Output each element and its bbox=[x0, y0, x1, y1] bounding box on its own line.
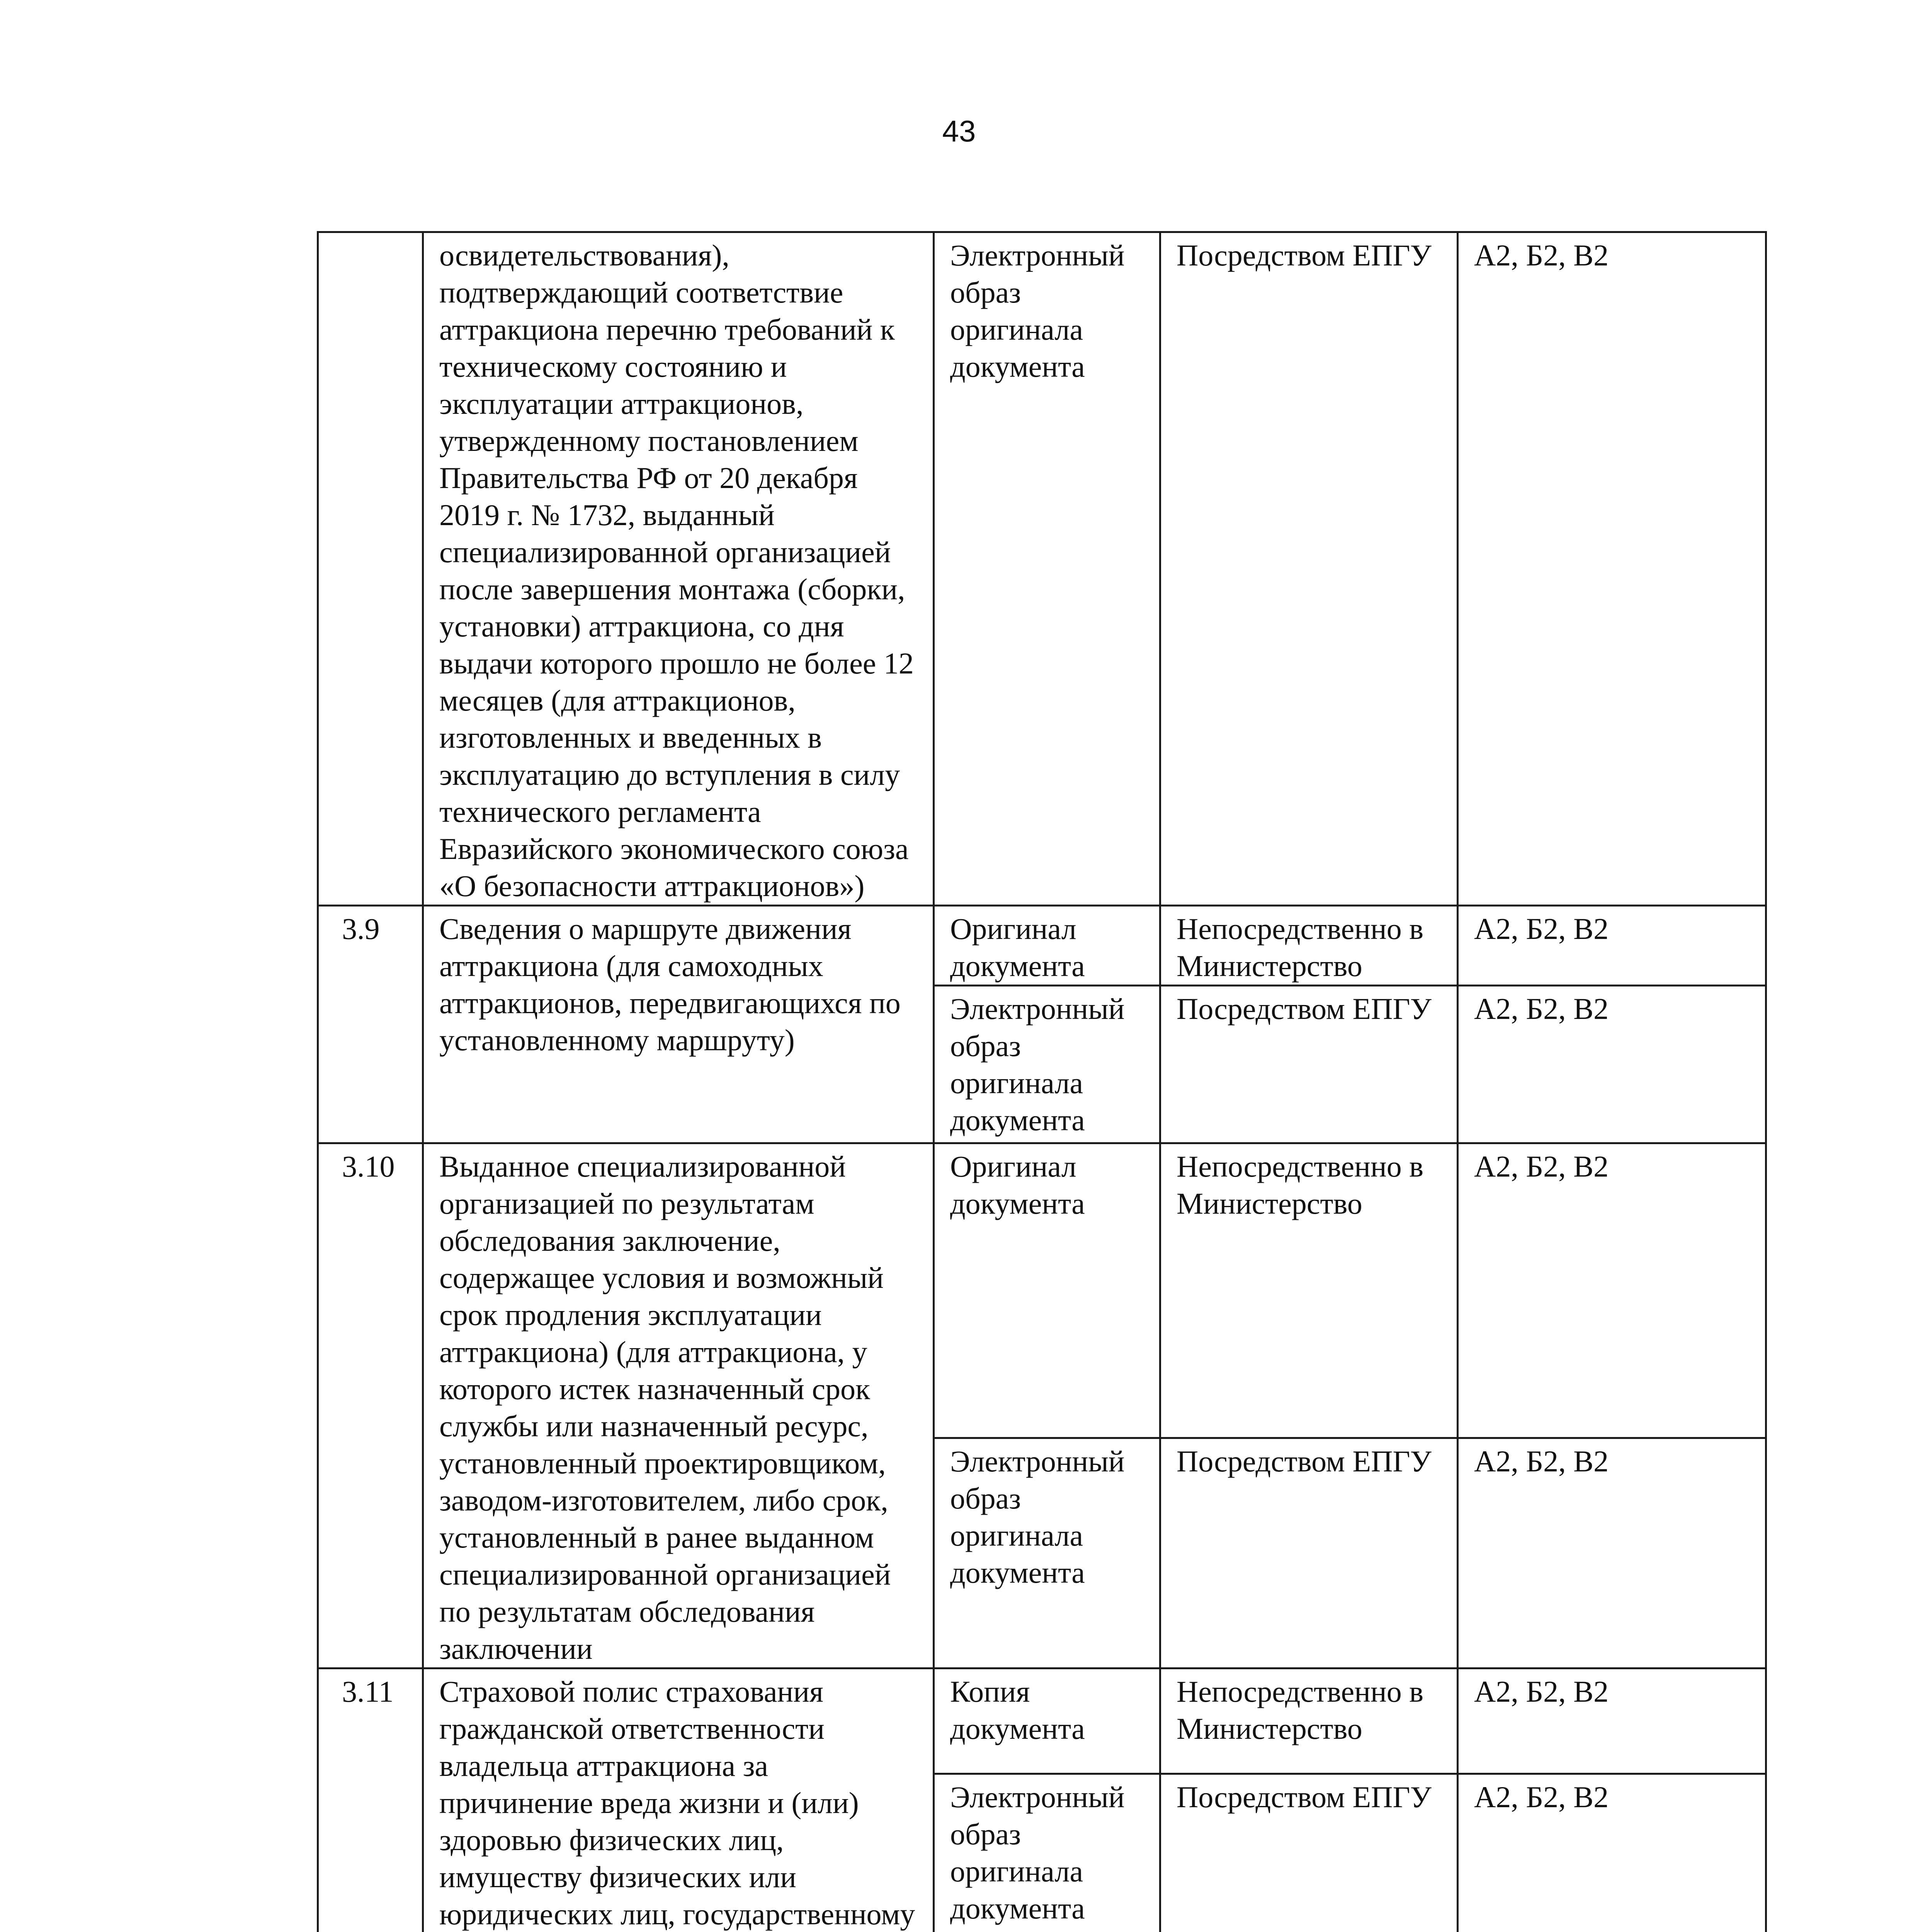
document-name-cell: Страховой полис страхования гражданской ответственности владельца аттракциона за причинение вреда жизни и (или) здоровью физических лиц, имуществу физических или юридических лиц, государственному bbox=[423, 1668, 934, 1932]
submission-form-cell: Электронный образ оригинала документа bbox=[934, 1438, 1160, 1668]
table-row bbox=[318, 906, 1766, 986]
document-name-cell: освидетельствования), подтверждающий соответствие аттракциона перечню требований к техническому состоянию и эксплуатации аттракционов, утвержденному постановлением Правительства РФ от 20 декабря 2019 г. № 1732, выданный специализированной организацией после завершения монтажа (сборки, установки) аттракциона, со дня выдачи которого прошло не более 12 месяцев (для аттракционов, изготовленных и введенных в эксплуатацию до вступления в силу технического регламента Евразийского экономического союза «О безопасности аттракционов») bbox=[423, 232, 934, 906]
row-number-cell: 3.11 bbox=[318, 1668, 423, 1932]
submission-form-cell: Электронный образ оригинала документа bbox=[934, 986, 1160, 1143]
codes-cell: А2, Б2, В2 bbox=[1458, 986, 1766, 1143]
submission-method-cell: Непосредственно в Министерство bbox=[1160, 1668, 1458, 1774]
submission-method-cell: Посредством ЕПГУ bbox=[1160, 986, 1458, 1143]
row-number-cell: 3.9 bbox=[318, 906, 423, 1143]
codes-cell: А2, Б2, В2 bbox=[1458, 1774, 1766, 1932]
page-number: 43 bbox=[942, 114, 976, 148]
codes-cell: А2, Б2, В2 bbox=[1458, 906, 1766, 986]
codes-cell: А2, Б2, В2 bbox=[1458, 1668, 1766, 1774]
submission-method-cell: Посредством ЕПГУ bbox=[1160, 232, 1458, 906]
submission-form-cell: Электронный образ оригинала документа bbox=[934, 1774, 1160, 1932]
table-row bbox=[318, 1143, 1766, 1438]
table-row bbox=[318, 1668, 1766, 1774]
document-name-cell: Выданное специализированной организацией по результатам обследования заключение, содержащее условия и возможный срок продления эксплуатации аттракциона) (для аттракциона, у которого истек назначенный срок службы или назначенный ресурс, установленный проектировщиком, заводом-изготовителем, либо срок, установленный в ранее выданном специализированной организацией по результатам обследования заключении bbox=[423, 1143, 934, 1668]
submission-method-cell: Посредством ЕПГУ bbox=[1160, 1438, 1458, 1668]
table-row bbox=[318, 232, 1766, 906]
row-number-cell bbox=[318, 232, 423, 906]
documents-table bbox=[317, 231, 1767, 1932]
submission-method-cell: Непосредственно в Министерство bbox=[1160, 906, 1458, 986]
submission-form-cell: Оригинал документа bbox=[934, 1143, 1160, 1438]
submission-form-cell: Копия документа bbox=[934, 1668, 1160, 1774]
submission-method-cell: Посредством ЕПГУ bbox=[1160, 1774, 1458, 1932]
codes-cell: А2, Б2, В2 bbox=[1458, 1438, 1766, 1668]
row-number-cell: 3.10 bbox=[318, 1143, 423, 1668]
codes-cell: А2, Б2, В2 bbox=[1458, 1143, 1766, 1438]
submission-form-cell: Электронный образ оригинала документа bbox=[934, 232, 1160, 906]
submission-form-cell: Оригинал документа bbox=[934, 906, 1160, 986]
codes-cell: А2, Б2, В2 bbox=[1458, 232, 1766, 906]
document-name-cell: Сведения о маршруте движения аттракциона (для самоходных аттракционов, передвигающихся по установленному маршруту) bbox=[423, 906, 934, 1143]
submission-method-cell: Непосредственно в Министерство bbox=[1160, 1143, 1458, 1438]
